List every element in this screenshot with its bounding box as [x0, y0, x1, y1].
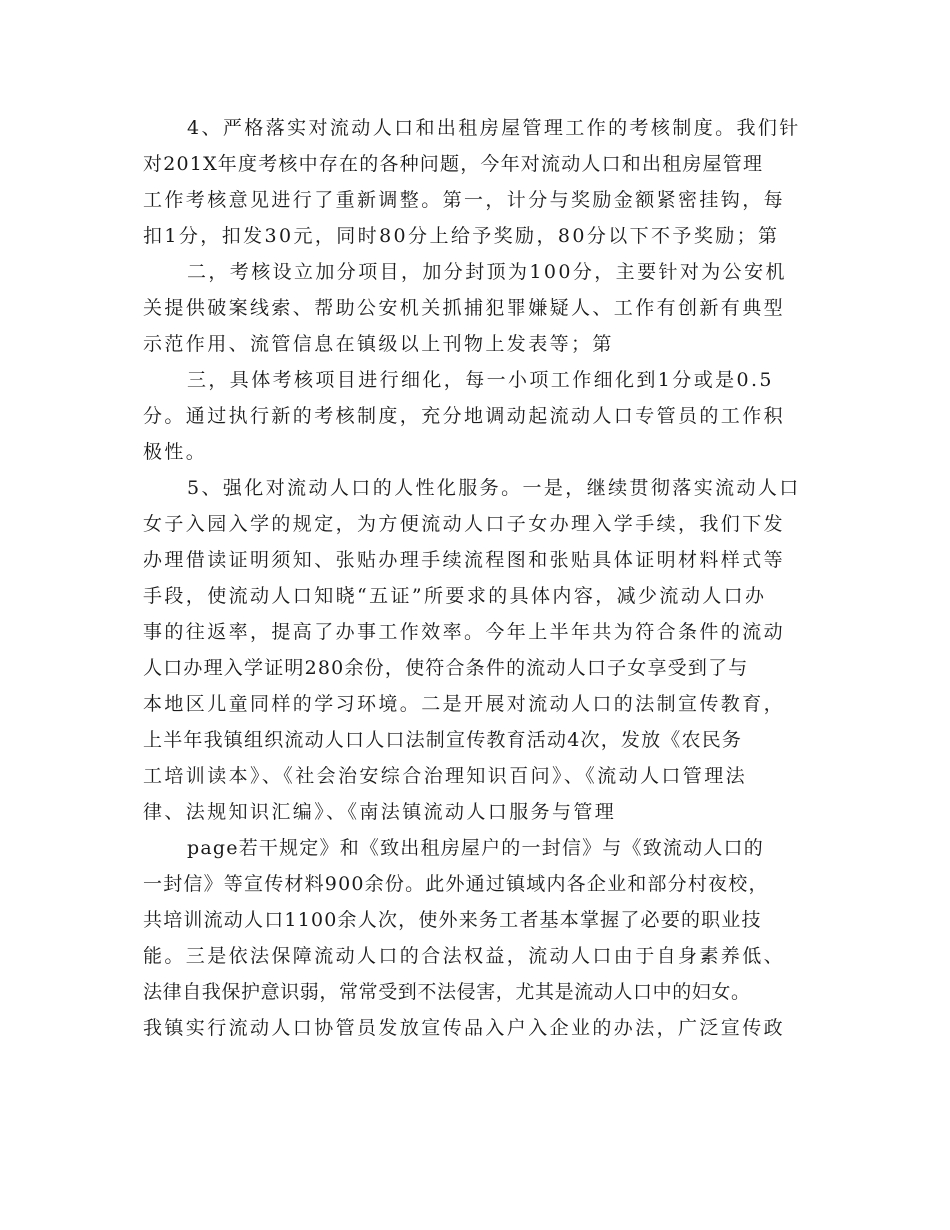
paragraph-line: 对201X年度考核中存在的各种问题，今年对流动人口和出租房屋管理	[143, 153, 764, 175]
paragraph-line: 本地区儿童同样的学习环境。二是开展对流动人口的法制宣传教育，	[143, 693, 786, 715]
paragraph-line: 法律自我保护意识弱，常常受到不法侵害，尤其是流动人口中的妇女。	[143, 981, 751, 1003]
paragraph-line: 扣1分，扣发30元，同时80分上给予奖励，80分以下不予奖励；第	[143, 225, 780, 247]
paragraph-line: 二，考核设立加分项目，加分封顶为100分，主要针对为公安机	[187, 261, 787, 283]
paragraph-line: 律、法规知识汇编》、《南法镇流动人口服务与管理	[143, 801, 617, 823]
paragraph-line: 分。通过执行新的考核制度，充分地调动起流动人口专管员的工作积	[143, 405, 786, 427]
paragraph-line: 我镇实行流动人口协管员发放宣传品入户入企业的办法，广泛宣传政	[143, 1017, 786, 1039]
paragraph-line: 极性。	[143, 441, 208, 463]
paragraph-line: 示范作用、流管信息在镇级以上刊物上发表等；第	[143, 333, 614, 355]
paragraph-line: 关提供破案线索、帮助公安机关抓捕犯罪嫌疑人、工作有创新有典型	[143, 297, 786, 319]
paragraph-line: 事的往返率，提高了办事工作效率。今年上半年共为符合条件的流动	[143, 621, 786, 643]
paragraph-line: 一封信》等宣传材料900余份。此外通过镇域内各企业和部分村夜校，	[143, 873, 769, 895]
body-text	[143, 110, 803, 1046]
paragraph-line: 共培训流动人口1100余人次，使外来务工者基本掌握了必要的职业技	[143, 909, 762, 931]
paragraph-line: 4、严格落实对流动人口和出租房屋管理工作的考核制度。我们针	[187, 117, 801, 139]
paragraph-line: 办理借读证明须知、张贴办理手续流程图和张贴具体证明材料样式等	[143, 549, 786, 571]
paragraph-line: 工培训读本》、《社会治安综合治理知识百问》、《流动人口管理法	[143, 765, 748, 787]
paragraph-line: 能。三是依法保障流动人口的合法权益，流动人口由于自身素养低、	[143, 945, 786, 967]
paragraph-line: 女子入园入学的规定，为方便流动人口子女办理入学手续，我们下发	[143, 513, 786, 535]
paragraph-line: 5、强化对流动人口的人性化服务。一是，继续贯彻落实流动人口	[187, 477, 801, 499]
paragraph-line: 手段，使流动人口知晓“五证”所要求的具体内容，减少流动人口办	[143, 585, 767, 607]
paragraph-line: 三，具体考核项目进行细化，每一小项工作细化到1分或是0.5	[187, 369, 774, 391]
paragraph-line: 工作考核意见进行了重新调整。第一，计分与奖励金额紧密挂钩，每	[143, 189, 786, 211]
paragraph-line: page若干规定》和《致出租房屋户的一封信》与《致流动人口的	[187, 837, 764, 859]
paragraph-line: 上半年我镇组织流动人口人口法制宣传教育活动4次，发放《农民务	[143, 729, 743, 751]
paragraph-line: 人口办理入学证明280余份，使符合条件的流动人口子女享受到了与	[143, 657, 749, 679]
